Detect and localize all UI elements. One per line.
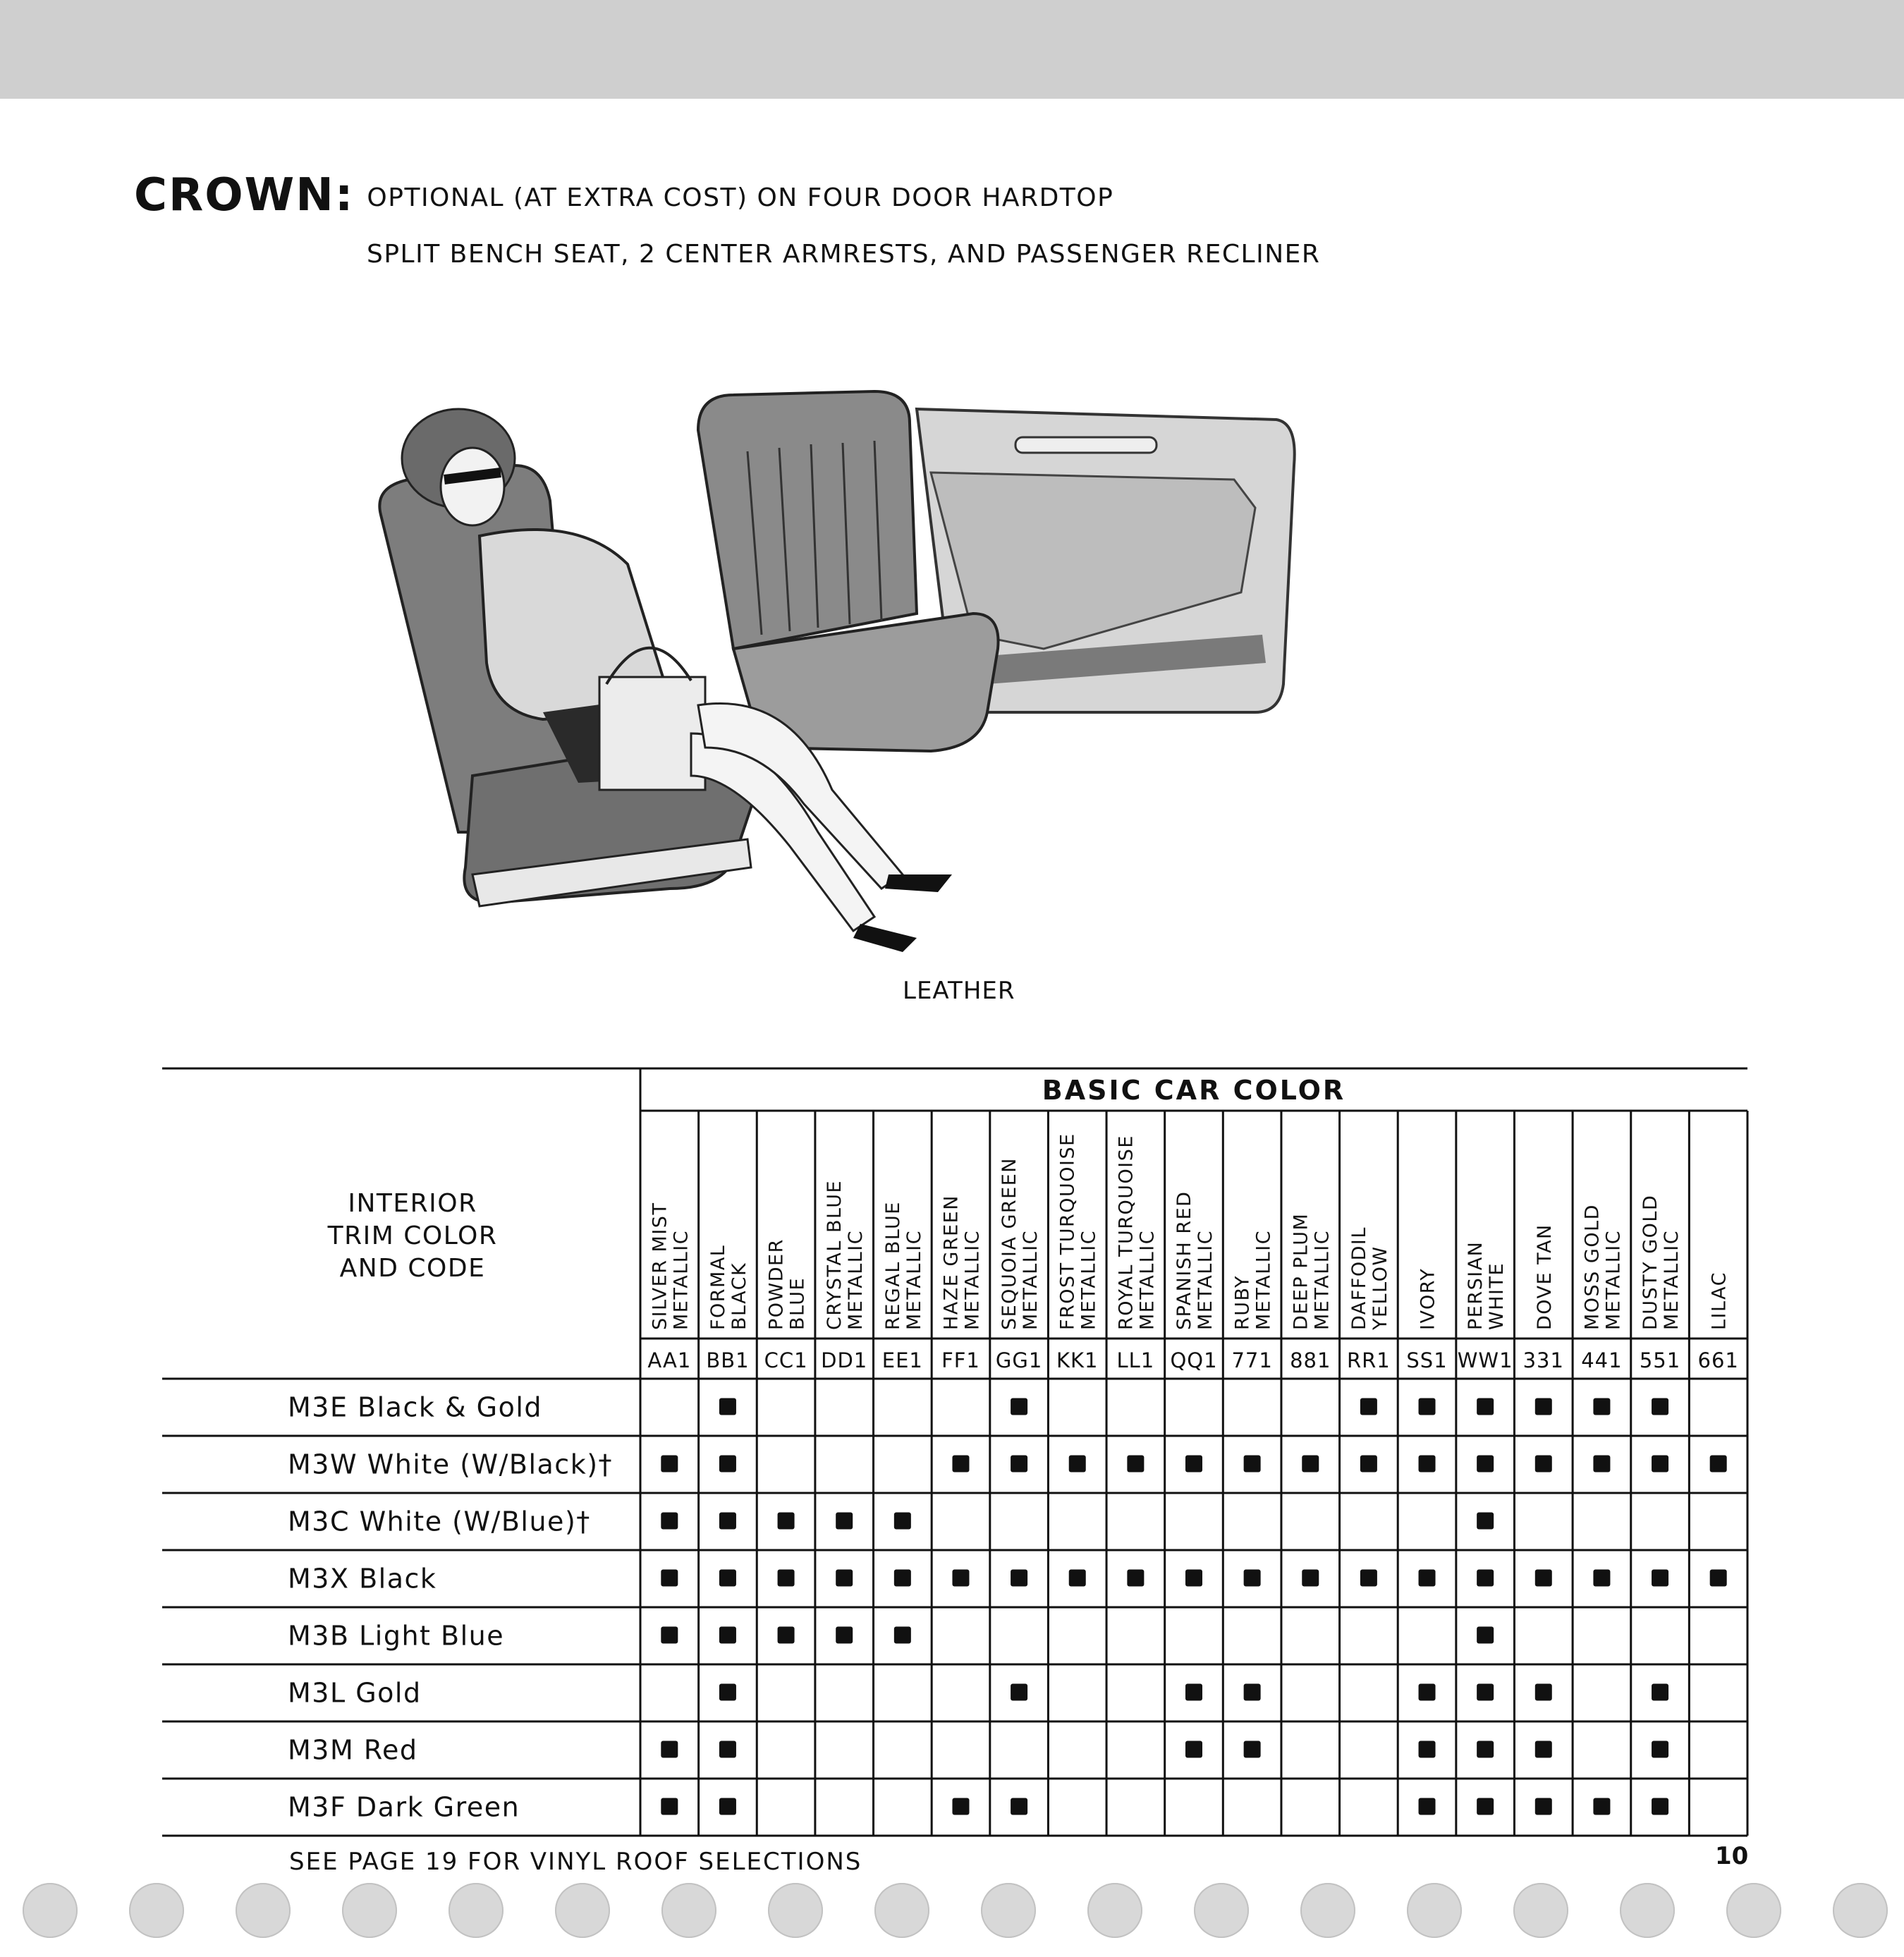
binder-hole [236,1883,291,1938]
binder-hole [1833,1883,1888,1938]
binder-hole [448,1883,504,1938]
color-code: SS1 [1406,1348,1448,1372]
color-code: CC1 [764,1348,808,1372]
color-code: DD1 [821,1348,868,1372]
color-code: 881 [1290,1348,1331,1372]
color-code: 771 [1231,1348,1273,1372]
binder-hole [1194,1883,1249,1938]
availability-mark [1652,1798,1668,1815]
availability-mark [1069,1456,1086,1473]
availability-mark [1011,1798,1027,1815]
color-code: RR1 [1347,1348,1391,1372]
availability-mark [1477,1741,1494,1758]
availability-mark [1419,1684,1436,1701]
availability-mark [1477,1627,1494,1644]
availability-mark [1011,1570,1027,1587]
color-column-name: YELLOW [1369,1245,1391,1330]
availability-mark [1244,1741,1261,1758]
binder-hole [661,1883,716,1938]
color-code: 441 [1581,1348,1623,1372]
color-column-name: METALLIC [845,1229,867,1330]
trim-row-label: M3W White (W/Black)† [288,1449,614,1480]
color-column-name: METALLIC [903,1229,925,1330]
availability-mark [1244,1570,1261,1587]
availability-mark [836,1570,853,1587]
color-column-name: METALLIC [1078,1229,1100,1330]
top-gray-band [0,0,1904,99]
color-column-name: POWDER [765,1238,788,1330]
availability-mark [1477,1456,1494,1473]
binder-hole [981,1883,1036,1938]
availability-mark [661,1798,678,1815]
color-column-name: ROYAL TURQUOISE [1115,1135,1137,1330]
trim-row-label: M3X Black [288,1563,437,1595]
color-column-name: WHITE [1486,1262,1508,1330]
availability-mark [1011,1684,1027,1701]
color-code: EE1 [881,1348,923,1372]
availability-mark [1244,1456,1261,1473]
color-column-name: REGAL BLUE [881,1201,904,1330]
binder-hole [1087,1883,1142,1938]
binder-hole [1726,1883,1781,1938]
color-code: QQ1 [1170,1348,1218,1372]
availability-mark [1593,1398,1610,1415]
availability-mark [1185,1741,1202,1758]
color-column-name: SILVER MIST [649,1202,671,1330]
color-column-name: METALLIC [1136,1229,1159,1330]
trim-row-label: M3C White (W/Blue)† [288,1506,591,1537]
availability-mark [836,1627,853,1644]
binder-hole [874,1883,929,1938]
availability-mark [1477,1798,1494,1815]
trim-row-label: M3F Dark Green [288,1791,520,1823]
color-code: KK1 [1056,1348,1099,1372]
availability-mark [1535,1570,1552,1587]
availability-mark [1419,1398,1436,1415]
availability-mark [1419,1570,1436,1587]
availability-mark [1477,1684,1494,1701]
trim-row-label: M3E Black & Gold [288,1391,543,1423]
interior-trim-header-line: INTERIOR [348,1189,477,1218]
availability-mark [719,1627,736,1644]
availability-mark [1710,1570,1727,1587]
color-code: 551 [1639,1348,1681,1372]
availability-mark [1069,1570,1086,1587]
binder-holes [0,1869,1904,1953]
color-code: BB1 [706,1348,750,1372]
color-column-name: DOVE TAN [1533,1224,1556,1330]
availability-mark [1477,1398,1494,1415]
binder-hole [1620,1883,1675,1938]
availability-mark [1593,1798,1610,1815]
color-column-name: FORMAL [707,1244,729,1330]
color-column-name: METALLIC [1020,1229,1042,1330]
interior-trim-header-line: TRIM COLOR [327,1221,498,1250]
heading-line-1: OPTIONAL (AT EXTRA COST) ON FOUR DOOR HARDTOP [367,183,1114,212]
binder-hole [1300,1883,1355,1938]
availability-mark [1011,1456,1027,1473]
binder-hole [768,1883,823,1938]
color-code: LL1 [1116,1348,1155,1372]
availability-mark [1593,1570,1610,1587]
color-column-name: SEQUOIA GREEN [999,1157,1021,1330]
availability-mark [719,1513,736,1530]
availability-mark [1535,1456,1552,1473]
color-code: GG1 [995,1348,1043,1372]
availability-mark [719,1798,736,1815]
color-column-name: FROST TURQUOISE [1056,1133,1079,1330]
basic-car-color-header: BASIC CAR COLOR [1042,1075,1346,1106]
availability-mark [1652,1456,1668,1473]
binder-hole [342,1883,397,1938]
binder-hole [555,1883,610,1938]
availability-mark [1244,1684,1261,1701]
availability-mark [661,1627,678,1644]
availability-mark [719,1570,736,1587]
availability-mark [661,1513,678,1530]
availability-mark [1535,1684,1552,1701]
color-code: 661 [1697,1348,1739,1372]
color-column-name: METALLIC [1195,1229,1216,1330]
color-column-name: METALLIC [961,1229,984,1330]
color-column-name: PERSIAN [1465,1240,1487,1330]
availability-mark [1535,1398,1552,1415]
availability-mark [1185,1456,1202,1473]
color-column-name: DAFFODIL [1348,1226,1370,1330]
seat-illustration [367,381,1298,987]
availability-mark [894,1513,911,1530]
availability-mark [778,1570,795,1587]
page-number: 10 [1715,1842,1749,1870]
availability-mark [1652,1741,1668,1758]
color-column-name: SPANISH RED [1173,1190,1195,1330]
color-column-name: DEEP PLUM [1290,1212,1312,1330]
availability-mark [1185,1570,1202,1587]
availability-mark [661,1741,678,1758]
availability-mark [1419,1456,1436,1473]
availability-mark [1185,1684,1202,1701]
availability-mark [1535,1798,1552,1815]
availability-mark [1419,1798,1436,1815]
color-code: 331 [1522,1348,1564,1372]
availability-mark [719,1456,736,1473]
availability-mark [661,1456,678,1473]
color-column-name: METALLIC [1661,1229,1683,1330]
availability-mark [1302,1456,1319,1473]
availability-mark [1593,1456,1610,1473]
binder-hole [1407,1883,1462,1938]
availability-mark [1477,1570,1494,1587]
color-code: WW1 [1457,1348,1513,1372]
availability-mark [778,1513,795,1530]
color-column-name: IVORY [1417,1267,1439,1330]
availability-mark [1011,1398,1027,1415]
availability-mark [719,1684,736,1701]
availability-mark [952,1798,969,1815]
color-code: FF1 [941,1348,980,1372]
availability-mark [1419,1741,1436,1758]
availability-mark [836,1513,853,1530]
color-column-name: BLUE [786,1276,809,1330]
color-column-name: BLACK [728,1262,750,1330]
availability-mark [952,1570,969,1587]
color-column-name: CRYSTAL BLUE [824,1179,846,1330]
model-name: CROWN: [134,169,355,221]
color-column-name: METALLIC [1252,1229,1275,1330]
binder-hole [1513,1883,1568,1938]
availability-mark [1652,1398,1668,1415]
color-column-name: MOSS GOLD [1581,1204,1604,1330]
availability-mark [1360,1398,1377,1415]
availability-mark [952,1456,969,1473]
color-code: AA1 [647,1348,692,1372]
vinyl-roof-note: SEE PAGE 19 FOR VINYL ROOF SELECTIONS [289,1848,862,1876]
availability-mark [1710,1456,1727,1473]
color-column-name: DUSTY GOLD [1640,1194,1662,1330]
heading-line-2: SPLIT BENCH SEAT, 2 CENTER ARMRESTS, AND PASSENGER RECLINER [367,240,1321,269]
availability-mark [894,1627,911,1644]
binder-hole [129,1883,184,1938]
interior-trim-header-line: AND CODE [339,1254,486,1283]
trim-row-label: M3M Red [288,1734,418,1766]
availability-mark [1535,1741,1552,1758]
availability-mark [1652,1684,1668,1701]
availability-mark [1360,1456,1377,1473]
availability-mark [719,1398,736,1415]
availability-mark [1302,1570,1319,1587]
color-column-name: RUBY [1231,1274,1254,1330]
availability-mark [1652,1570,1668,1587]
color-column-name: LILAC [1708,1271,1731,1330]
availability-mark [1127,1570,1144,1587]
binder-hole [23,1883,78,1938]
trim-row-label: M3B Light Blue [288,1620,505,1652]
trim-row-label: M3L Gold [288,1677,422,1709]
color-column-name: METALLIC [670,1229,692,1330]
illustration-caption: LEATHER [903,977,1015,1005]
availability-mark [1127,1456,1144,1473]
availability-mark [1477,1513,1494,1530]
availability-mark [894,1570,911,1587]
color-column-name: METALLIC [1311,1229,1334,1330]
page-heading [134,169,1113,221]
availability-mark [661,1570,678,1587]
availability-mark [1360,1570,1377,1587]
color-column-name: METALLIC [1602,1229,1625,1330]
availability-mark [719,1741,736,1758]
availability-mark [778,1627,795,1644]
color-column-name: HAZE GREEN [940,1195,963,1330]
